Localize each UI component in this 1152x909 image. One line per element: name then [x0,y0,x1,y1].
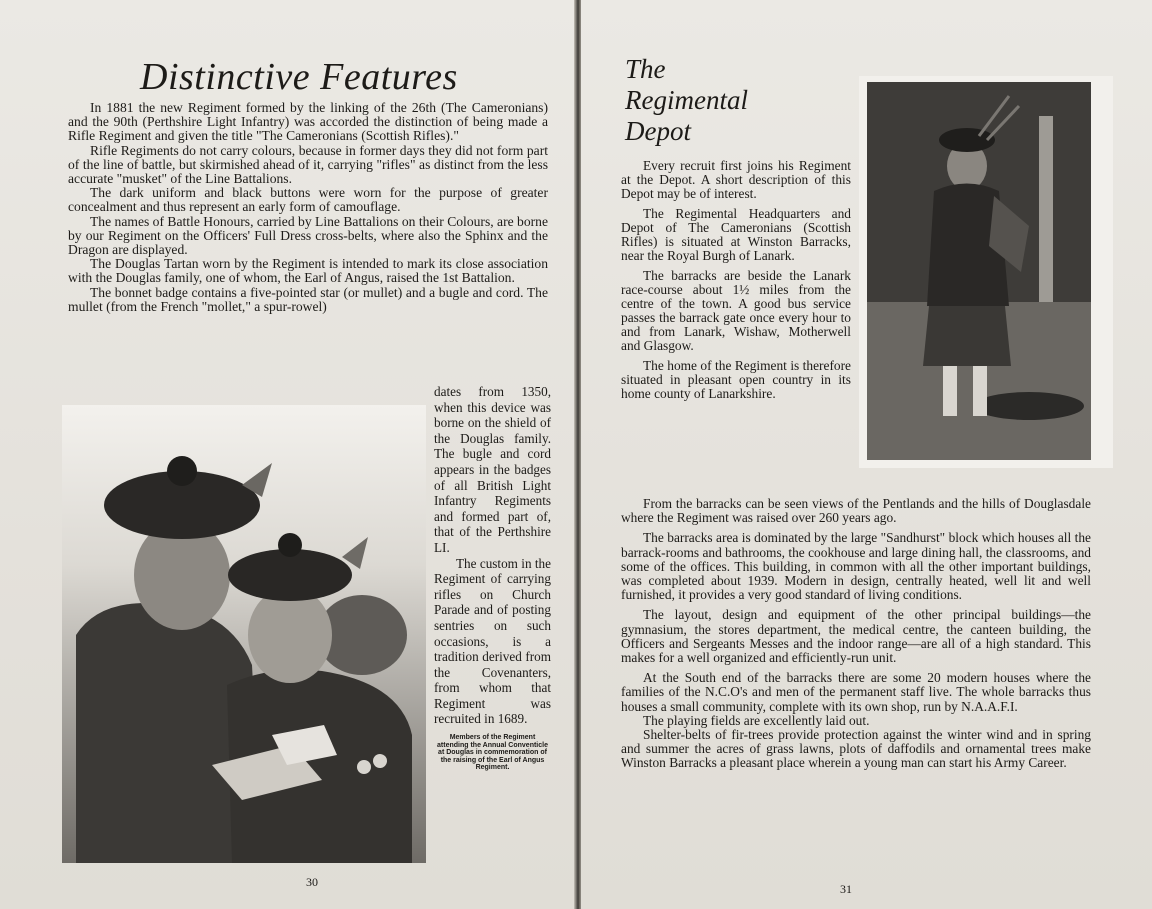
paragraph: At the South end of the barracks there are some 20 modern houses where the families of the N.C.O's and men of the permanent staff live. The whole barracks thus houses a small community, complete with its own shop, run by N.A.A.F.I. [621,670,1091,714]
soldiers-photo-illustration [62,405,426,863]
paragraph: The dark uniform and black buttons were worn for the purpose of greater concealment and thus represent an early form of camouflage. [68,185,548,215]
title-line: Depot [625,116,691,146]
paragraph: dates from 1350, when this device was borne on the shield of the Douglas family. The bugle and cord appears in the badges of all British Light Infantry Regiments and formed part of, that of the Perthshire LI. [434,384,551,555]
photo-caption: Members of the Regiment attending the Annual Conventicle at Douglas in commemoration of the raising of the Earl of Angus Regiment. [437,734,548,772]
left-narrow-column [434,384,551,772]
paragraph: Shelter-belts of fir-trees provide protection against the winter wind and in spring and summer the acres of grass lawns, plots of daffodils and ornamental trees make Winston Barracks a pleasant place wherein a young man can start his Army Career. [621,727,1091,771]
title-line: Regimental [625,85,748,115]
soldiers-photo [62,405,426,863]
paragraph: The barracks area is dominated by the large "Sandhurst" block which houses all the barrack-rooms and bathrooms, the cookhouse and large dining hall, the classrooms, and some of the offices. This building, in common with all the other important buildings, was completed about 1939. Modern in design, centrally heated, well lit and well furnished, it provides a very good standard of living conditions. [621,530,1091,603]
paragraph: From the barracks can be seen views of the Pentlands and the hills of Douglasdale where the Regiment was raised over 260 years ago. [621,496,1091,526]
paragraph: Every recruit first joins his Regiment at the Depot. A short description of this Depot may be of interest. [621,158,851,201]
paragraph: Rifle Regiments do not carry colours, because in former days they did not form part of the line of battle, but skirmished ahead of it, carrying "rifles" as distinct from the less accurate "musket" of the Line Battalions. [68,142,548,187]
paragraph: The Douglas Tartan worn by the Regiment is intended to mark its close association with the Douglas family, one of whom, the Earl of Angus, raised the 1st Battalion. [68,256,548,286]
paragraph: In 1881 the new Regiment formed by the linking of the 26th (The Cameronians) and the 90th (Perthshire Light Infantry) was accorded the distinction of being made a Rifle Regiment and given the title "The Cameronians (Scottish Rifles)." [68,100,548,144]
paragraph: The home of the Regiment is therefore situated in pleasant open country in its home county of Lanarkshire. [621,358,851,401]
paragraph: The playing fields are excellently laid out. [643,712,870,728]
right-body-text [621,497,1091,771]
left-body-text [68,101,548,314]
right-intro-text [621,159,851,401]
piper-photo-illustration [859,76,1113,468]
title-line: The [625,54,666,84]
paragraph: The names of Battle Honours, carried by Line Battalions on their Colours, are borne by our Regiment on the Officers' Full Dress cross-belts, where also the Sphinx and the Dragon are displayed. [68,213,548,258]
left-page-title: Distinctive Features [140,56,458,98]
paragraph: The barracks are beside the Lanark race-course about 1½ miles from the centre of the town. A good bus service passes the barrack gate once every hour to and from Lanark, Wishaw, Motherwell and Glasgow. [621,268,851,353]
paragraph: The custom in the Regiment of carrying rifles on Church Parade and of posting sentries on such occasions, is a tradition derived from the Covenanters, from whom that Regiment was recruited in 1689. [434,555,551,727]
paragraph: The bonnet badge contains a five-pointed star (or mullet) and a bugle and cord. The mullet (from the French "mollet," a spur-rowel) [68,284,548,314]
page-number-left: 30 [306,875,318,889]
piper-photo [859,76,1113,468]
paragraph: The Regimental Headquarters and Depot of The Cameronians (Scottish Rifles) is situated at Winston Barracks, near the Royal Burgh of Lanark. [621,206,851,263]
paragraph: The layout, design and equipment of the other principal buildings—the gymnasium, the stores department, the medical centre, the canteen building, the Officers and Sergeants Messes and the indoor range—are all of a high standard. This makes for a well organized and efficiently-run unit. [621,607,1091,666]
page-number-right: 31 [840,882,852,896]
right-page-title [625,54,825,147]
right-page [581,0,1152,909]
